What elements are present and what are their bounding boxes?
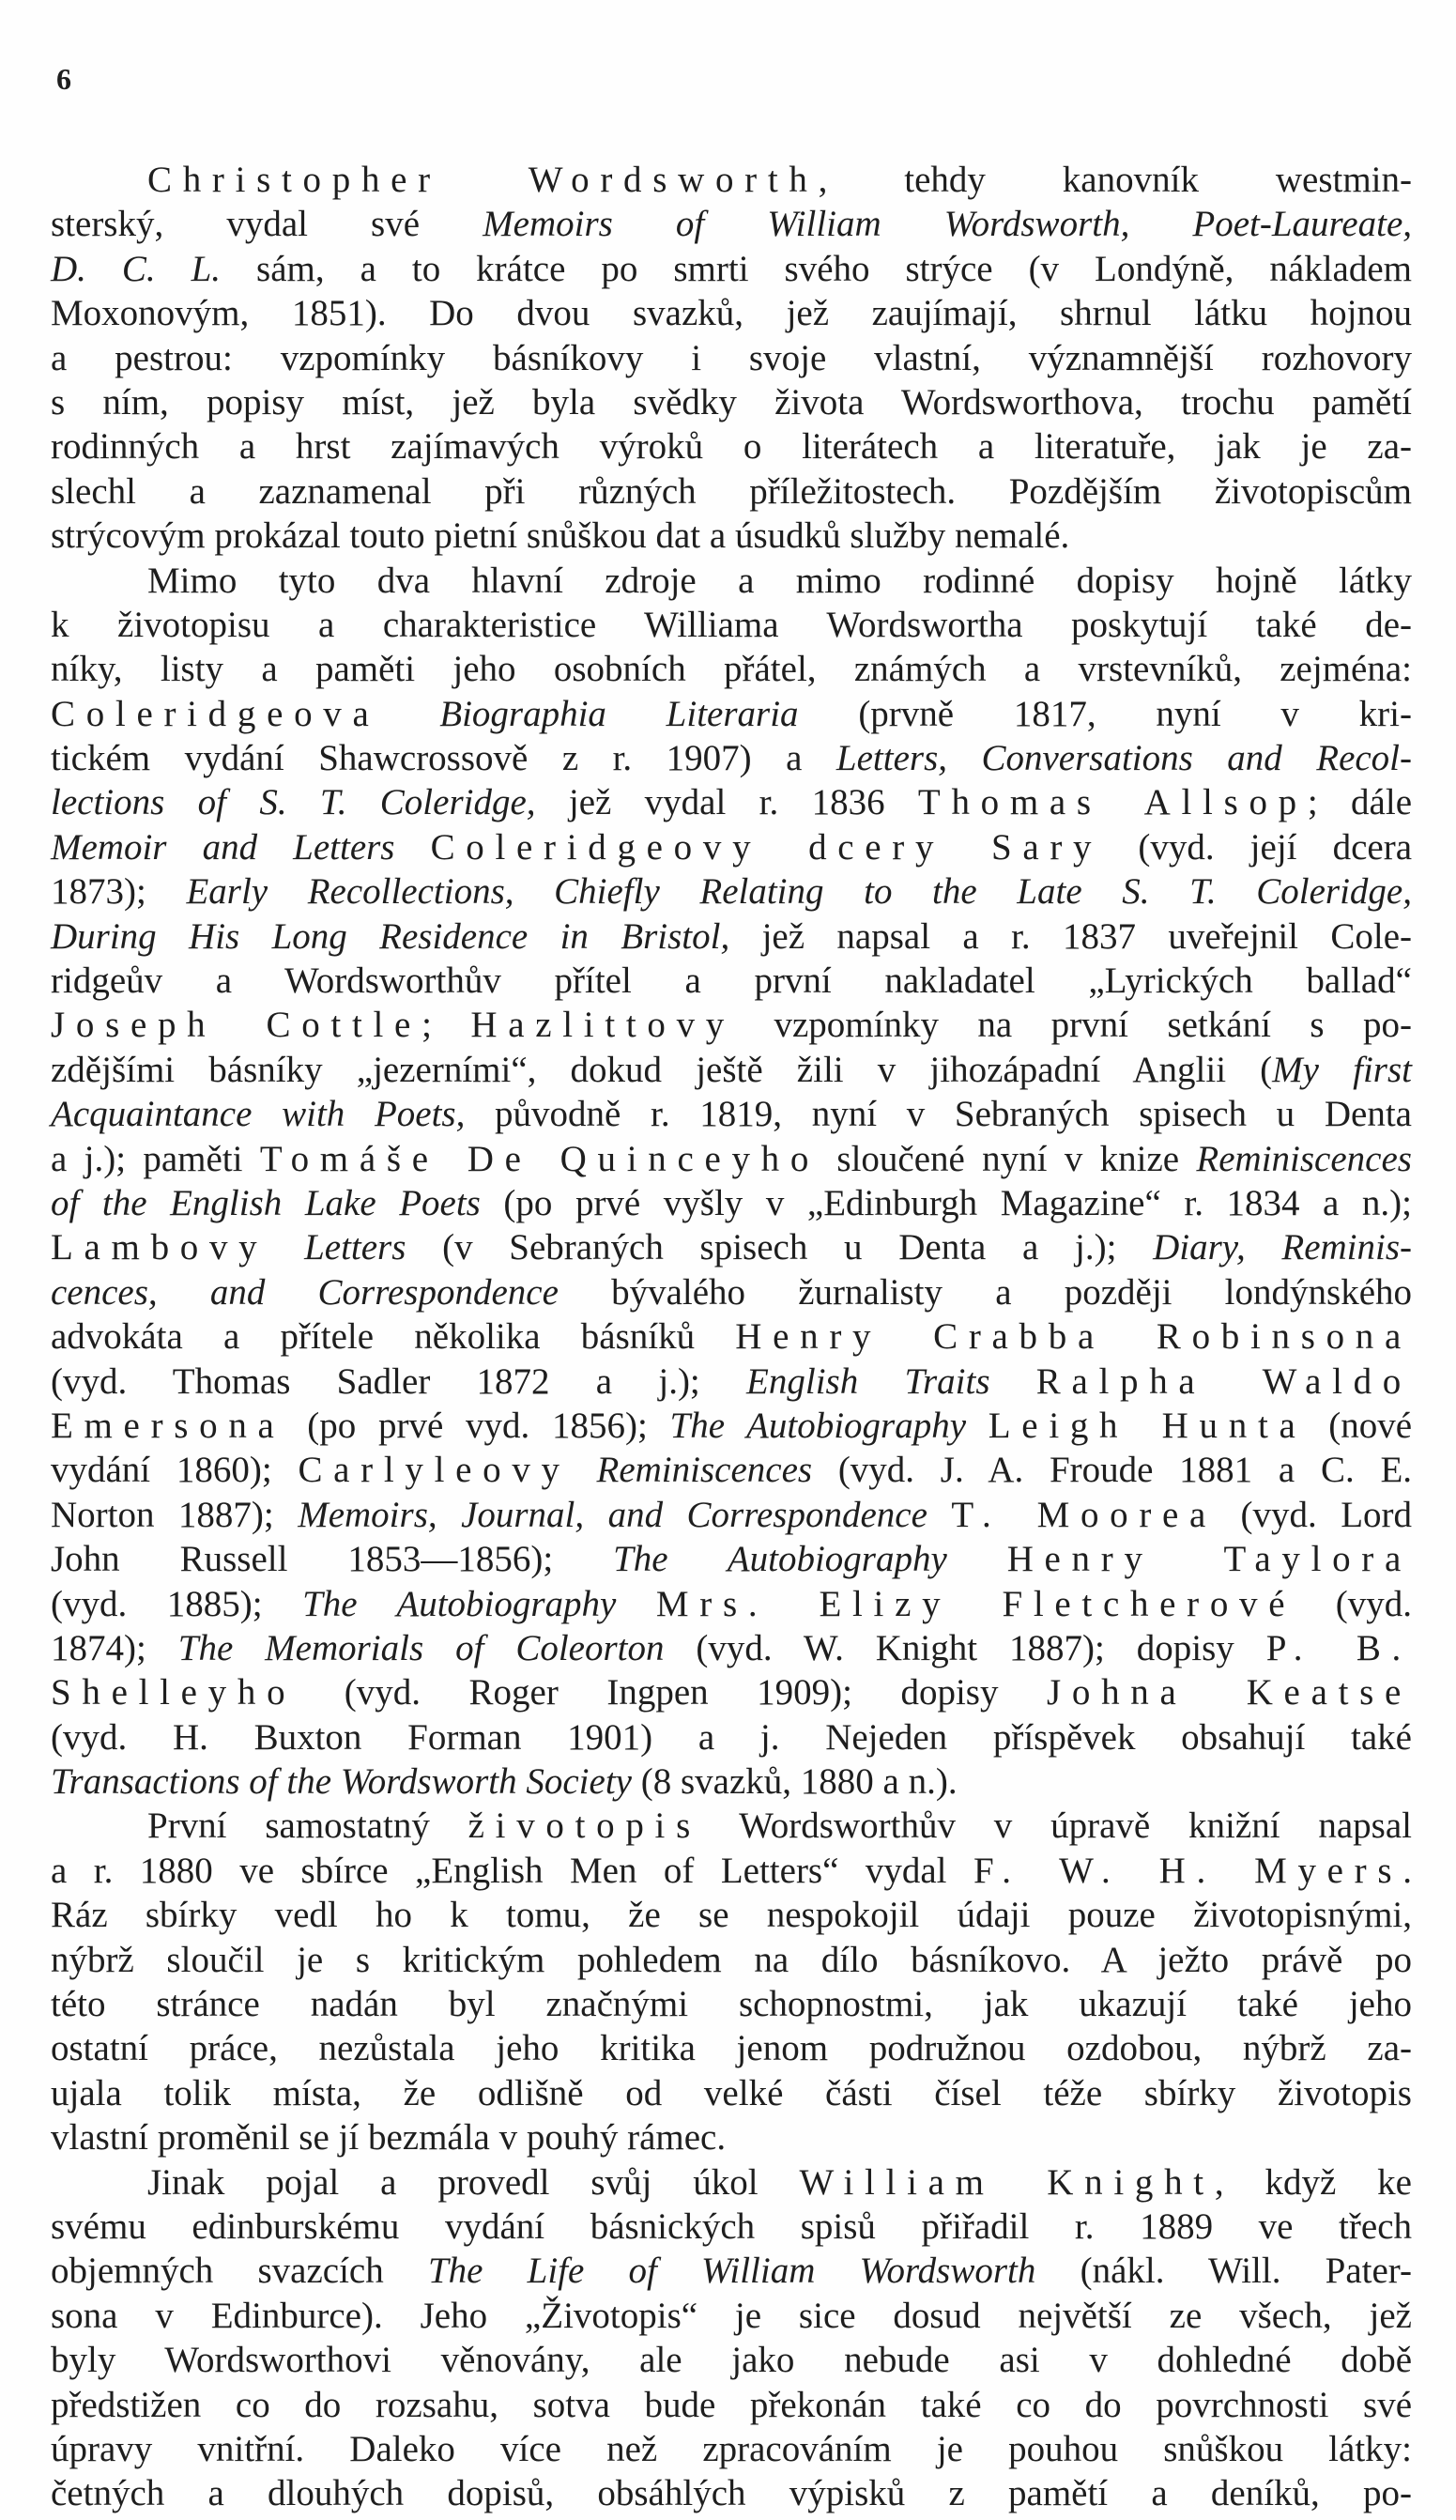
text-line: ujala tolik místa, že odlišně od velké části čísel téže sbírky životopis [51,2072,1412,2113]
text-line: Transactions of the Wordsworth Society (8 svazků, 1880 a n.). [51,1761,958,1803]
text-line: During His Long Residence in Bristol, jež napsal a r. 1837 uveřejnil Cole- [51,915,1413,957]
text-line: ostatní práce, nezůstala jeho kritika jenom podružnou ozdobou, nýbrž za- [51,2028,1412,2069]
page-number: 6 [56,62,71,96]
text-line: slechl a zaznamenal při různých příležitostech. Pozdějším životopiscům [51,470,1412,512]
text-line: advokáta a přítele několika básníků Henry Crabba Robinsona [51,1316,1412,1358]
text-line: vydání 1860); Carlyleovy Reminiscences (vyd. J. A. Froude 1881 a C. E. [51,1450,1413,1491]
text-line: Joseph Cottle; Hazlittovy vzpomínky na první setkání s po- [51,1005,1413,1046]
text-line: úpravy vnitřní. Daleko více než zpracováním je pouhou snůškou látky: [51,2428,1412,2469]
text-line: k životopisu a charakteristice Williama Wordswortha poskytují také de- [51,604,1412,645]
text-line: strýcovým prokázal touto pietní snůškou dat a úsudků služby nemalé. [51,515,1070,557]
text-line: cences, and Correspondence bývalého žurnalisty a později londýnského [51,1271,1412,1313]
text-line: Jinak pojal a provedl svůj úkol William Knight, když ke [147,2161,1412,2203]
text-line: Acquaintance with Poets, původně r. 1819, nyní v Sebraných spisech u Denta [51,1094,1412,1135]
text-line: tickém vydání Shawcrossově z r. 1907) a Letters, Conversations and Recol- [51,738,1413,779]
text-line: Christopher Wordsworth, tehdy kanovník westmin- [147,160,1412,200]
text-line: sterský, vydal své Memoirs of William Wordsworth, Poet-Laureate, [51,204,1412,245]
text-line: a j.); paměti Tomáše De Quinceyho sloučené nyní v knize Reminiscences [51,1138,1412,1179]
text-line: zdějšími básníky „jezerními“, dokud ještě žili v jihozápadní Anglii (My first [51,1049,1412,1090]
text-line: a pestrou: vzpomínky básníkovy i svoje vlastní, významnější rozhovory [51,337,1412,378]
text-line: rodinných a hrst zajímavých výroků o literátech a literatuře, jak je za- [51,426,1412,468]
text-line: Ráz sbírky vedl ho k tomu, že se nespokojil údaji pouze životopisnými, [51,1895,1412,1936]
text-line: of the English Lake Poets (po prvé vyšly v „Edinburgh Magazine“ r. 1834 a n.); [51,1182,1412,1223]
text-line: Lambovy Letters (v Sebraných spisech u Denta a j.); Diary, Reminis- [51,1227,1413,1268]
text-line: Emersona (po prvé vyd. 1856); The Autobiography Leigh Hunta (nové [51,1405,1413,1446]
text-line: D. C. L. sám, a to krátce po smrti svého strýce (v Londýně, nákladem [51,248,1412,289]
text-line: této stránce nadán byl značnými schopnostmi, jak ukazují také jeho [51,1984,1412,2025]
text-line: (vyd. H. Buxton Forman 1901) a j. Nejeden příspěvek obsahují také [51,1716,1412,1758]
text-line: (vyd. 1885); The Autobiography Mrs. Elizy Fletcherové (vyd. [51,1583,1413,1624]
text-line: První samostatný životopis Wordsworthův v úpravě knižní napsal [147,1805,1412,1847]
text-line: četných a dlouhých dopisů, obsáhlých výpisků z pamětí a deníků, po- [51,2473,1412,2514]
text-line: (vyd. Thomas Sadler 1872 a j.); English Traits Ralpha Waldo [51,1360,1413,1402]
text-line: Memoir and Letters Coleridgeovy dcery Sary (vyd. její dcera [51,826,1413,868]
text-line: lections of S. T. Coleridge, jež vydal r. 1836 Thomas Allsop; dále [51,782,1413,823]
text-line: předstižen co do rozsahu, sotva bude překonán také co do povrchnosti své [51,2384,1412,2425]
text-line: byly Wordsworthovi věnovány, ale jako nebude asi v dohledné době [51,2340,1412,2381]
text-line: John Russell 1853—1856); The Autobiography Henry Taylora [51,1539,1412,1580]
text-line: a r. 1880 ve sbírce „English Men of Letters“ vydal F. W. H. Myers. [51,1850,1412,1891]
text-line: Shelleyho (vyd. Roger Ingpen 1909); dopisy Johna Keatse [51,1672,1412,1713]
text-line: objemných svazcích The Life of William Wordsworth (nákl. Will. Pater- [51,2251,1412,2292]
text-line: Mimo tyto dva hlavní zdroje a mimo rodinné dopisy hojně látky [147,560,1412,601]
text-line: 1873); Early Recollections, Chiefly Relating to the Late S. T. Coleridge, [51,871,1412,913]
text-line: nýbrž sloučil je s kritickým pohledem na dílo básníkovo. A ježto právě po [51,1939,1412,1980]
text-line: svému edinburskému vydání básnických spisů přiřadil r. 1889 ve třech [51,2205,1412,2247]
text-line: 1874); The Memorials of Coleorton (vyd. W. Knight 1887); dopisy P. B. [51,1627,1413,1668]
text-line: vlastní proměnil se jí bezmála v pouhý rámec. [51,2117,727,2159]
text-line: s ním, popisy míst, jež byla svědky života Wordsworthova, trochu pamětí [51,381,1412,423]
text-line: níky, listy a paměti jeho osobních přátel, známých a vrstevníků, zejména: [51,649,1412,690]
text-line: sona v Edinburce). Jeho „Životopis“ je sice dosud největší ze všech, jež [51,2295,1412,2336]
text-line: Coleridgeova Biographia Literaria (prvně 1817, nyní v kri- [51,693,1412,734]
text-line: Norton 1887); Memoirs, Journal, and Correspondence T. Moorea (vyd. Lord [51,1494,1413,1535]
text-line: Moxonovým, 1851). Do dvou svazků, jež zaujímají, shrnul látku hojnou [51,293,1412,334]
body-text [51,158,1412,2516]
text-line: ridgeův a Wordsworthův přítel a první nakladatel „Lyrických ballad“ [51,960,1412,1002]
